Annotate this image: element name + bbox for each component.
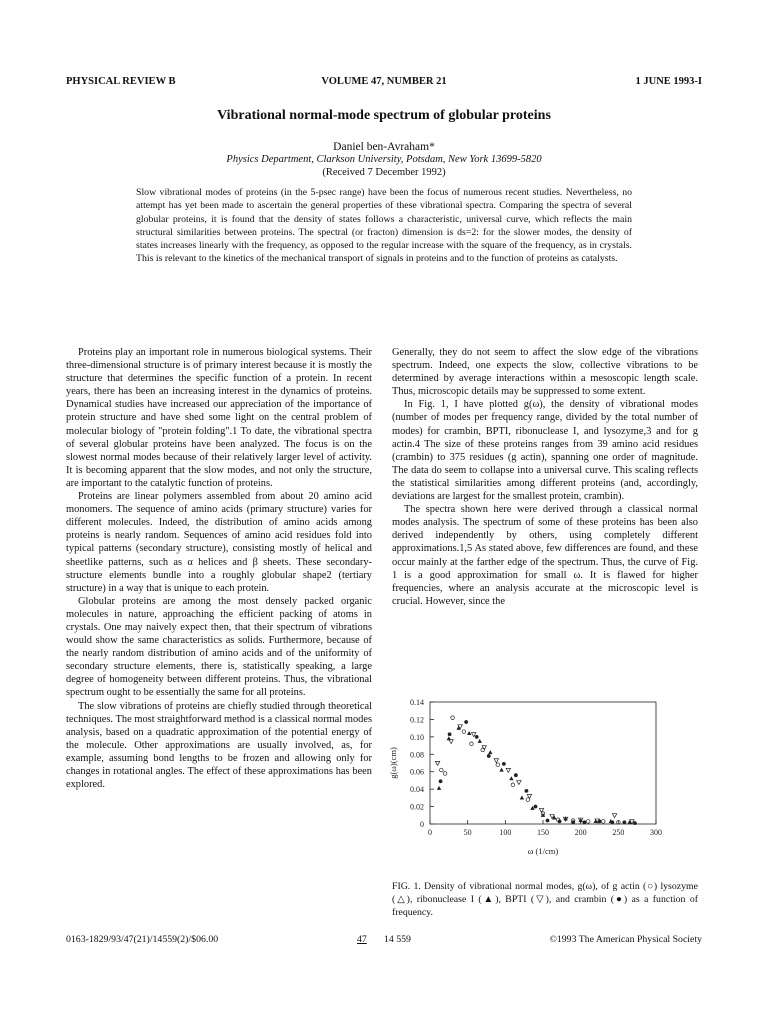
y-tick-label: 0.12 bbox=[410, 715, 424, 725]
data-point-lysozyme bbox=[496, 763, 500, 767]
abstract: Slow vibrational modes of proteins (in the 5-psec range) have been the focus of numerous recent studies. Nevertheless, no attempt has yet been made to ascertain the general properties of these vibrational spectra. Comparing the spectra of several globular proteins, it is found that the density of states follows a characteristic, universal curve, which reflects the main structural similarities between proteins. The spectral (or fracton) dimension is ds=2: for the slower modes, the density of states increases linearly with the frequency, as opposed to the regular increase with the square of the frequency, as in crystals. This is relevant to the kinetics of the mechanical transport of signals in proteins and to the function of proteins as catalysts. bbox=[136, 187, 632, 265]
x-tick-label: 250 bbox=[612, 828, 625, 837]
data-point-ribonuclease-i bbox=[467, 731, 471, 735]
data-point-ribonuclease-i bbox=[488, 750, 492, 754]
data-point-bpti bbox=[506, 768, 510, 772]
x-tick-label: 300 bbox=[650, 828, 662, 837]
paragraph: Globular proteins are among the most densely packed organic molecules in nature, approaching the efficient packing of atoms in crystals. One may naively expect then, that their spectrum of vibrations would show the same characteristics as solids. Furthermore, because of the nearly random distribution of amino acids and of the uniformity of secondary structure elements, there is, statistically speaking, a large degree of homogeneity between different proteins. Thus, the vibrational spectrum ought to be essentially the same for all proteins. bbox=[66, 595, 372, 699]
data-point-lysozyme bbox=[601, 820, 605, 824]
paragraph: Generally, they do not seem to affect the slow edge of the vibrations spectrum. Indeed, one expects the slow, collective vibrations to be determined by average interactions within a mesoscopic length scale. Thus, microscopic details may be suppressed to some extent. bbox=[392, 347, 698, 398]
figure-1 bbox=[376, 694, 676, 864]
data-point-crambin bbox=[525, 789, 529, 793]
data-point-ribonuclease-i bbox=[520, 795, 524, 799]
x-axis-label: ω (1/cm) bbox=[527, 846, 559, 856]
volume-mark: 47 bbox=[357, 934, 367, 945]
data-point-lysozyme bbox=[586, 820, 590, 824]
data-point-crambin bbox=[439, 779, 443, 783]
article-code: 0163-1829/93/47(21)/14559(2)/$06.00 bbox=[66, 934, 219, 945]
y-tick-label: 0.10 bbox=[410, 732, 424, 742]
data-point-crambin bbox=[583, 820, 587, 824]
data-point-bpti bbox=[449, 740, 453, 744]
data-point-ribonuclease-i bbox=[499, 768, 503, 772]
data-point-bpti bbox=[612, 814, 616, 818]
right-column bbox=[392, 346, 698, 608]
received-date: (Received 7 December 1992) bbox=[322, 167, 446, 178]
x-tick-label: 100 bbox=[499, 828, 512, 837]
data-point-ribonuclease-i bbox=[478, 739, 482, 743]
data-point-ribonuclease-i bbox=[437, 786, 441, 790]
data-point-crambin bbox=[464, 720, 468, 724]
page-footer bbox=[66, 934, 702, 948]
volume-number: VOLUME 47, NUMBER 21 bbox=[321, 76, 447, 87]
data-point-bpti bbox=[494, 759, 498, 763]
x-tick-label: 50 bbox=[463, 828, 472, 837]
y-tick-label: 0.06 bbox=[410, 767, 424, 777]
data-point-lysozyme bbox=[470, 742, 474, 746]
data-point-crambin bbox=[598, 819, 602, 823]
figure-caption: FIG. 1. Density of vibrational normal modes, g(ω), of g actin (○) lysozyme (△), ribonuclease I (▲), BPTI (▽), and crambin (●) as a function of frequency. bbox=[392, 881, 698, 918]
x-tick-label: 150 bbox=[537, 828, 549, 837]
paragraph: Proteins play an important role in numerous biological systems. Their three-dimensional structure is of primary interest because it is mostly the structure that determines the specific function of a protein. In recent years, there has been an increasing interest in the dynamics of proteins. Dynamical studies have increased our appreciation of the importance of protein structure and have shed some light on the central problem of molecular biology of "protein folding".1 To date, the vibrational spectra of several globular proteins have been analyzed. The focus is on the slowest normal modes because of their relatively larger level of activity. It is becoming apparent that the slow modes, and not only the structure, are important to the catalytic function of proteins. bbox=[66, 347, 372, 489]
data-point-lysozyme bbox=[511, 783, 515, 787]
data-point-crambin bbox=[502, 762, 506, 766]
affiliation: Physics Department, Clarkson University, Potsdam, New York 13699-5820 bbox=[226, 154, 542, 165]
journal-name: PHYSICAL REVIEW B bbox=[66, 76, 176, 87]
data-point-lysozyme bbox=[443, 772, 447, 776]
data-point-crambin bbox=[448, 732, 452, 736]
data-point-crambin bbox=[487, 754, 491, 758]
copyright: ©1993 The American Physical Society bbox=[549, 934, 702, 945]
data-point-ribonuclease-i bbox=[509, 776, 513, 780]
x-tick-label: 200 bbox=[574, 828, 587, 837]
paragraph: Proteins are linear polymers assembled from about 20 amino acid monomers. The sequence of amino acids (primary structure) varies for different molecules. Indeed, the distribution of amino acids among proteins is nearly random. Sequences of amino acid residues fold into typical patterns (secondary structure), consisting mostly of helical and sheetlike patterns, such as α helices and β sheets. These secondary-structure elements bundle into a roughly globular shape2 (tertiary structure) in a way that is unique to each protein. bbox=[66, 491, 372, 594]
data-point-bpti bbox=[435, 761, 439, 765]
data-point-lysozyme bbox=[451, 716, 455, 720]
y-tick-label: 0.04 bbox=[410, 785, 424, 795]
data-point-crambin bbox=[546, 819, 550, 823]
data-point-crambin bbox=[571, 820, 575, 824]
x-tick-label: 0 bbox=[428, 828, 432, 837]
data-point-bpti bbox=[517, 781, 521, 785]
y-tick-label: 0 bbox=[420, 820, 424, 829]
y-tick-label: 0.08 bbox=[410, 750, 424, 760]
y-axis-label: g(ω)(cm) bbox=[388, 747, 398, 779]
paragraph: The spectra shown here were derived through a classical normal modes analysis. The spectrum of some of these proteins has been also derived independently by others, using completely different approximations.1,5 As stated above, few differences are found, and these occur mainly at the farther edge of the spectrum. Thus, the curve of Fig. 1 is a good approximation for small ω. It is flawed for higher frequencies, where an analysis accurate at the microscopic level is crucial. However, since the bbox=[392, 504, 698, 607]
y-tick-label: 0.02 bbox=[410, 802, 424, 812]
paper-title: Vibrational normal-mode spectrum of globular proteins bbox=[217, 108, 551, 123]
density-of-states-chart bbox=[376, 694, 676, 864]
plot-frame bbox=[430, 702, 656, 824]
data-point-lysozyme bbox=[462, 730, 466, 734]
issue-date: 1 JUNE 1993-I bbox=[635, 76, 702, 87]
data-point-crambin bbox=[622, 820, 626, 824]
page-number: 14 559 bbox=[384, 934, 411, 945]
data-point-bpti bbox=[482, 746, 486, 750]
y-tick-label: 0.14 bbox=[410, 698, 424, 707]
left-column bbox=[66, 346, 372, 791]
data-point-crambin bbox=[534, 805, 538, 809]
data-point-lysozyme bbox=[440, 768, 444, 772]
paragraph: The slow vibrations of proteins are chiefly studied through theoretical techniques. The most straightforward method is a classical normal modes analysis, based on a quadratic approximation of the potential energy of the molecule. Other approximations are usually involved, as, for example, assuming bond lengths to be frozen and allowing only for changes in rotational angles. The effect of these approximations has been explored. bbox=[66, 700, 372, 791]
data-point-crambin bbox=[610, 820, 614, 824]
data-point-crambin bbox=[475, 735, 479, 739]
paragraph: In Fig. 1, I have plotted g(ω), the density of vibrational modes (number of modes per frequency range, divided by the total number of modes) for crambin, BPTI, ribonuclease I, and lysozyme,3 and for g actin.4 The size of these proteins ranges from 39 amino acid residues (crambin) to 375 residues (g actin), spanning one order of magnitude. The data do seem to collapse into a universal curve. This scaling reflects the statistical similarities among different proteins (and, accordingly, deviations are largest for the smallest protein, crambin). bbox=[392, 399, 698, 503]
author: Daniel ben-Avraham* bbox=[333, 141, 435, 153]
data-point-crambin bbox=[633, 821, 637, 825]
data-point-crambin bbox=[558, 819, 562, 823]
running-header bbox=[66, 76, 702, 92]
data-point-crambin bbox=[514, 773, 518, 777]
